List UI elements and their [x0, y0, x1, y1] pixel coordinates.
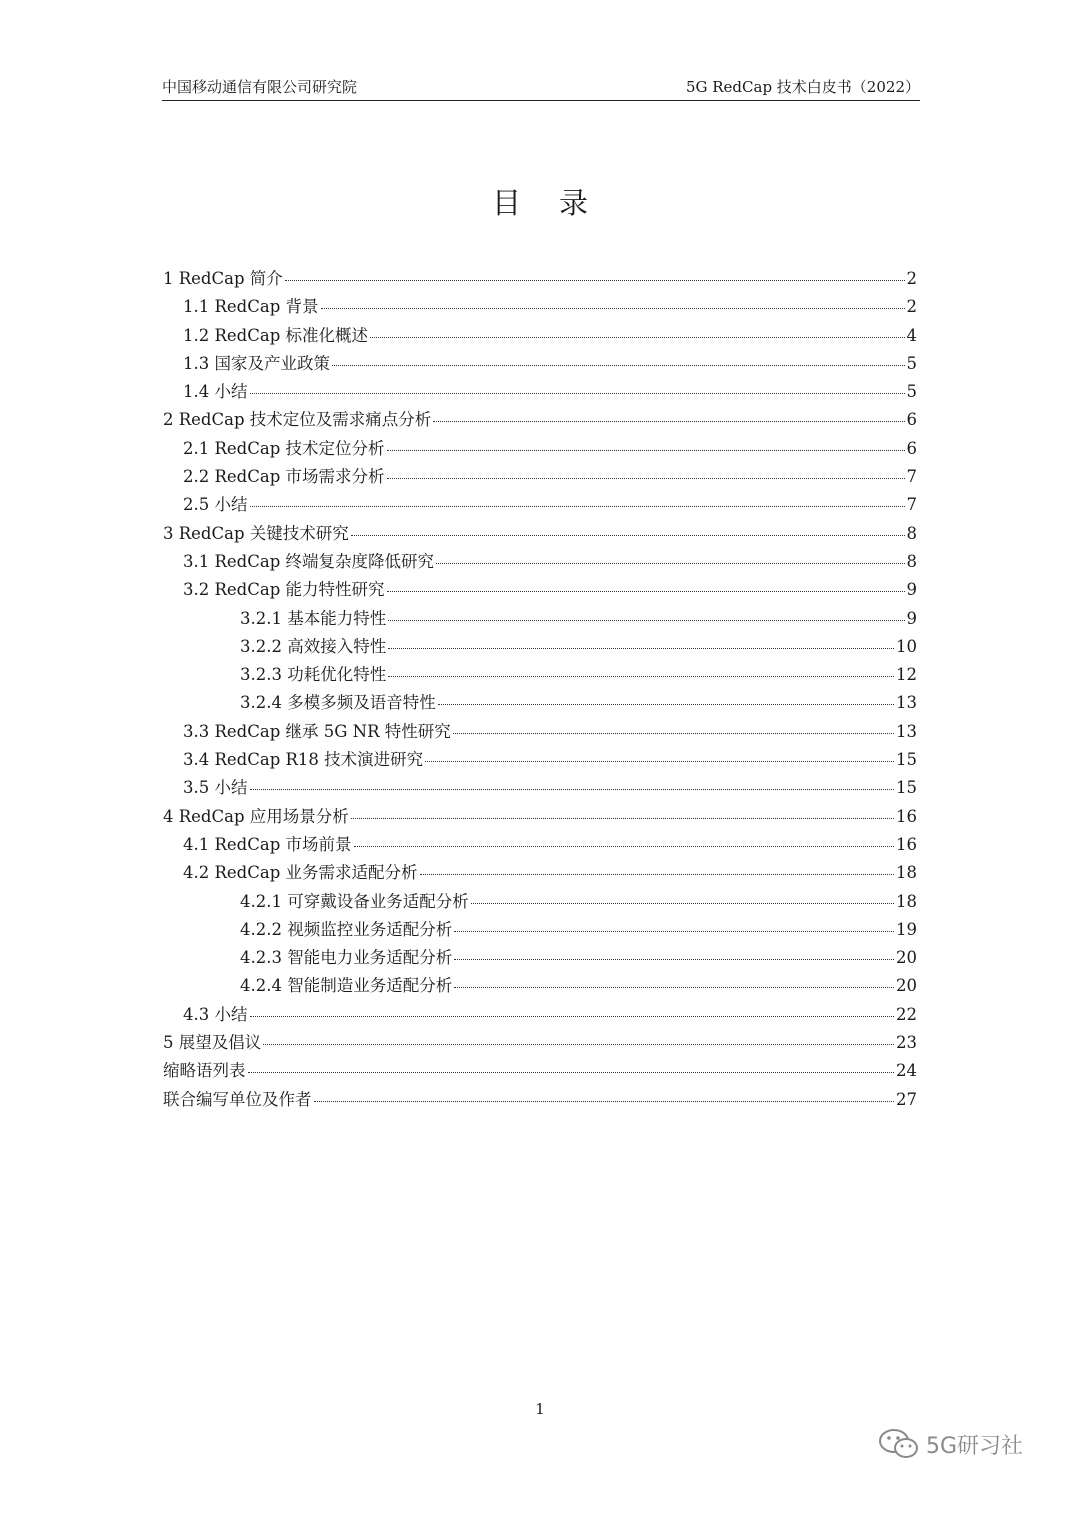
toc-dot-leader — [332, 365, 905, 366]
toc-entry[interactable] — [163, 548, 917, 576]
toc-entry[interactable] — [163, 350, 917, 378]
toc-entry-page: 20 — [896, 976, 917, 996]
toc-entry[interactable] — [163, 293, 917, 321]
toc-entry-label: 3.2 RedCap 能力特性研究 — [183, 580, 385, 600]
toc-entry-label: 1.3 国家及产业政策 — [183, 353, 330, 373]
toc-entry[interactable] — [163, 831, 917, 859]
toc-entry-page: 6 — [906, 410, 917, 430]
table-of-contents — [163, 265, 917, 1114]
toc-entry-page: 13 — [896, 693, 917, 713]
toc-entry-label: 1.2 RedCap 标准化概述 — [183, 325, 369, 345]
toc-dot-leader — [454, 987, 894, 988]
toc-entry[interactable] — [163, 576, 917, 604]
toc-entry[interactable] — [163, 322, 917, 350]
toc-entry[interactable] — [163, 378, 917, 406]
toc-dot-leader — [321, 308, 905, 309]
toc-entry-label: 4.2.4 智能制造业务适配分析 — [240, 976, 453, 996]
toc-dot-leader — [250, 789, 895, 790]
toc-dot-leader — [370, 337, 904, 338]
toc-entry[interactable] — [163, 718, 917, 746]
toc-entry[interactable] — [163, 803, 917, 831]
toc-entry-label: 1.4 小结 — [183, 382, 248, 402]
toc-entry-label: 3.2.2 高效接入特性 — [240, 636, 387, 656]
toc-entry-label: 4.2.1 可穿戴设备业务适配分析 — [240, 891, 469, 911]
toc-entry-page: 20 — [896, 948, 917, 968]
toc-entry[interactable] — [163, 520, 917, 548]
toc-entry[interactable] — [163, 463, 917, 491]
toc-dot-leader — [248, 1072, 895, 1073]
toc-entry-page: 13 — [896, 721, 917, 741]
toc-dot-leader — [425, 761, 894, 762]
toc-entry-page: 10 — [896, 636, 917, 656]
toc-entry[interactable] — [163, 944, 917, 972]
toc-dot-leader — [285, 280, 905, 281]
toc-entry-label: 1.1 RedCap 背景 — [183, 297, 319, 317]
toc-entry-label: 2.1 RedCap 技术定位分析 — [183, 438, 385, 458]
toc-dot-leader — [351, 535, 905, 536]
toc-entry[interactable] — [163, 1029, 917, 1057]
toc-entry-page: 8 — [906, 551, 917, 571]
toc-dot-leader — [351, 818, 894, 819]
toc-dot-leader — [453, 733, 894, 734]
toc-entry-label: 2.5 小结 — [183, 495, 248, 515]
toc-entry-label: 3 RedCap 关键技术研究 — [163, 523, 349, 543]
toc-entry-page: 18 — [896, 891, 917, 911]
toc-entry-page: 27 — [896, 1089, 917, 1109]
toc-entry-label: 2.2 RedCap 市场需求分析 — [183, 467, 385, 487]
toc-entry-label: 3.3 RedCap 继承 5G NR 特性研究 — [183, 721, 451, 741]
toc-entry-label: 4.2.3 智能电力业务适配分析 — [240, 948, 453, 968]
toc-entry-page: 19 — [896, 919, 917, 939]
watermark-text: 5G研习社 — [926, 1433, 1024, 1459]
toc-dot-leader — [454, 931, 894, 932]
toc-entry[interactable] — [163, 1086, 917, 1114]
toc-entry-page: 12 — [896, 665, 917, 685]
toc-entry[interactable] — [163, 1057, 917, 1085]
toc-dot-leader — [250, 393, 905, 394]
toc-entry-page: 5 — [906, 353, 917, 373]
toc-entry-page: 22 — [896, 1004, 917, 1024]
toc-entry-page: 18 — [896, 863, 917, 883]
toc-dot-leader — [388, 676, 894, 677]
toc-dot-leader — [387, 478, 905, 479]
toc-entry[interactable] — [163, 435, 917, 463]
toc-dot-leader — [387, 450, 905, 451]
toc-entry[interactable] — [163, 265, 917, 293]
toc-dot-leader — [388, 648, 894, 649]
toc-entry[interactable] — [163, 888, 917, 916]
toc-entry[interactable] — [163, 689, 917, 717]
toc-entry-page: 15 — [896, 750, 917, 770]
toc-entry-label: 3.2.3 功耗优化特性 — [240, 665, 387, 685]
header-document-title: 5G RedCap 技术白皮书（2022） — [685, 78, 920, 96]
toc-entry-label: 3.4 RedCap R18 技术演进研究 — [183, 750, 424, 770]
toc-dot-leader — [387, 591, 905, 592]
toc-dot-leader — [420, 874, 894, 875]
toc-entry-label: 4 RedCap 应用场景分析 — [163, 806, 349, 826]
toc-dot-leader — [454, 959, 894, 960]
toc-entry-page: 24 — [896, 1061, 917, 1081]
toc-entry-page: 16 — [896, 806, 917, 826]
toc-entry-page: 15 — [896, 778, 917, 798]
toc-entry-page: 5 — [906, 382, 917, 402]
toc-entry-page: 2 — [906, 269, 917, 288]
toc-entry[interactable] — [163, 916, 917, 944]
toc-entry-page: 23 — [896, 1033, 917, 1053]
toc-entry-label: 联合编写单位及作者 — [163, 1089, 312, 1109]
toc-entry-page: 16 — [896, 834, 917, 854]
page-number: 1 — [535, 1400, 545, 1418]
toc-dot-leader — [250, 506, 905, 507]
toc-entry-page: 9 — [906, 608, 917, 628]
toc-entry[interactable] — [163, 972, 917, 1000]
toc-entry[interactable] — [163, 774, 917, 802]
toc-entry-label: 4.2.2 视频监控业务适配分析 — [240, 919, 453, 939]
toc-entry-page: 7 — [906, 495, 917, 515]
toc-entry-label: 3.5 小结 — [183, 778, 248, 798]
page-header — [162, 78, 920, 101]
toc-entry[interactable] — [163, 406, 917, 434]
toc-entry-label: 1 RedCap 简介 — [163, 269, 283, 288]
header-organization: 中国移动通信有限公司研究院 — [162, 78, 358, 96]
toc-dot-leader — [263, 1044, 894, 1045]
toc-entry-label: 4.1 RedCap 市场前景 — [183, 834, 352, 854]
toc-dot-leader — [436, 563, 904, 564]
toc-dot-leader — [250, 1016, 895, 1017]
toc-title: 目录 — [491, 186, 626, 220]
toc-entry-label: 4.3 小结 — [183, 1004, 248, 1024]
toc-entry-page: 7 — [906, 467, 917, 487]
toc-dot-leader — [314, 1101, 895, 1102]
toc-entry-label: 3.1 RedCap 终端复杂度降低研究 — [183, 551, 435, 571]
toc-entry-label: 缩略语列表 — [163, 1061, 246, 1081]
toc-dot-leader — [471, 903, 894, 904]
toc-entry[interactable] — [163, 661, 917, 689]
toc-entry-label: 5 展望及倡议 — [163, 1033, 262, 1053]
wechat-icon — [878, 1427, 920, 1461]
toc-entry[interactable] — [163, 746, 917, 774]
toc-entry-label: 3.2.4 多模多频及语音特性 — [240, 693, 436, 713]
toc-entry-label: 2 RedCap 技术定位及需求痛点分析 — [163, 410, 432, 430]
toc-entry[interactable] — [163, 605, 917, 633]
toc-entry-page: 6 — [906, 438, 917, 458]
toc-dot-leader — [388, 620, 904, 621]
toc-entry[interactable] — [163, 1001, 917, 1029]
toc-dot-leader — [438, 704, 894, 705]
toc-dot-leader — [433, 421, 904, 422]
toc-entry-page: 9 — [906, 580, 917, 600]
toc-dot-leader — [354, 846, 894, 847]
toc-entry-page: 2 — [906, 297, 917, 317]
toc-entry[interactable] — [163, 491, 917, 519]
toc-entry[interactable] — [163, 859, 917, 887]
toc-entry-page: 4 — [906, 325, 917, 345]
toc-entry-label: 4.2 RedCap 业务需求适配分析 — [183, 863, 418, 883]
watermark — [878, 1424, 1058, 1464]
toc-entry[interactable] — [163, 633, 917, 661]
toc-entry-label: 3.2.1 基本能力特性 — [240, 608, 387, 628]
toc-entry-page: 8 — [906, 523, 917, 543]
